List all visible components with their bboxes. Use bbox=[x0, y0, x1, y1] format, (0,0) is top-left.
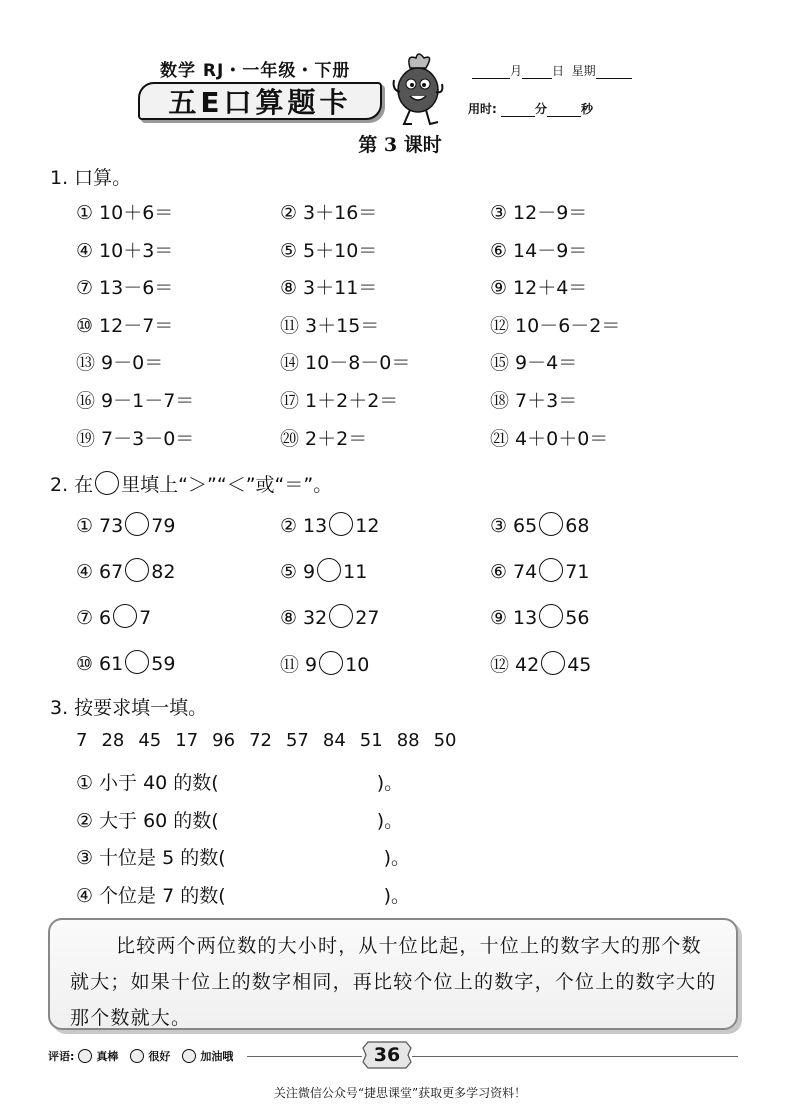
q3-item bbox=[76, 806, 403, 833]
expression: 4＋0＋0＝ bbox=[515, 427, 609, 450]
item-number: ④ bbox=[76, 239, 94, 262]
number-token: 17 bbox=[175, 730, 199, 751]
left-number: 73 bbox=[99, 515, 124, 537]
item-number: ③ bbox=[490, 202, 508, 224]
right-number: 59 bbox=[151, 653, 176, 675]
number-token: 84 bbox=[322, 730, 346, 751]
left-number: 67 bbox=[99, 561, 124, 583]
item-number: ⑱ bbox=[490, 390, 510, 412]
month-blank[interactable] bbox=[472, 78, 510, 79]
item-number: ⑲ bbox=[76, 427, 96, 450]
item-number: ⑪ bbox=[280, 654, 300, 676]
expression: 1＋2＋2＝ bbox=[305, 390, 399, 412]
item-number: ⑰ bbox=[280, 390, 300, 412]
item-number: ⑩ bbox=[76, 314, 94, 337]
right-number: 71 bbox=[565, 561, 590, 583]
day-label: 日 bbox=[552, 64, 565, 78]
expression: 3＋16＝ bbox=[303, 202, 378, 224]
q1-item bbox=[490, 198, 627, 225]
q1-item bbox=[76, 236, 213, 263]
number-token: 72 bbox=[249, 730, 272, 751]
q1-item bbox=[280, 348, 450, 375]
left-number: 42 bbox=[515, 654, 540, 676]
item-number: ⑥ bbox=[490, 239, 508, 262]
q2-item bbox=[490, 512, 589, 537]
item-number: ① bbox=[76, 772, 94, 794]
q2-item bbox=[490, 558, 589, 583]
expression: 9－1－7＝ bbox=[101, 390, 195, 412]
q1-item bbox=[490, 236, 627, 263]
right-number: 56 bbox=[565, 607, 590, 629]
q2-item bbox=[76, 558, 175, 583]
expression: 12－7＝ bbox=[99, 314, 174, 337]
expression: 10－8－0＝ bbox=[305, 352, 411, 375]
right-number: 27 bbox=[355, 607, 380, 629]
q1-item bbox=[490, 424, 648, 451]
item-number: ⑪ bbox=[280, 314, 300, 337]
q1-item bbox=[490, 348, 617, 375]
q1-item bbox=[490, 386, 617, 413]
page-number: 36 bbox=[373, 1044, 401, 1066]
q3-item bbox=[76, 843, 410, 870]
compare-circle[interactable] bbox=[319, 651, 343, 675]
q3-item bbox=[76, 881, 410, 908]
item-number: ⑤ bbox=[280, 239, 298, 262]
item-number: ⑧ bbox=[280, 607, 298, 629]
q2-item bbox=[490, 604, 589, 629]
expression: 3＋15＝ bbox=[305, 314, 380, 337]
day-blank[interactable] bbox=[522, 78, 552, 79]
item-number: ② bbox=[280, 515, 298, 537]
expression: 9－4＝ bbox=[515, 352, 578, 375]
q1-item bbox=[76, 348, 203, 375]
weekday-blank[interactable] bbox=[596, 78, 632, 79]
expression: 12－9＝ bbox=[513, 202, 588, 224]
right-number: 82 bbox=[151, 561, 176, 583]
compare-circle[interactable] bbox=[539, 558, 563, 582]
q1-item bbox=[280, 424, 407, 451]
q2-item bbox=[280, 558, 367, 583]
q2-item bbox=[280, 512, 379, 537]
eval-option-keep-going: 加油哦 bbox=[200, 1050, 234, 1063]
item-number: ⑮ bbox=[490, 352, 510, 375]
left-number: 13 bbox=[303, 515, 328, 537]
q1-item bbox=[76, 386, 234, 413]
radish-mascot-icon bbox=[388, 50, 448, 130]
q3-number-list bbox=[76, 730, 471, 751]
q1-item bbox=[280, 273, 417, 300]
subject-line: 数学 RJ・一年级・下册 bbox=[160, 61, 351, 81]
item-number: ⑯ bbox=[76, 390, 96, 412]
q1-item bbox=[76, 424, 234, 451]
q2-item bbox=[280, 650, 369, 677]
item-number: ③ bbox=[76, 847, 94, 869]
item-number: ② bbox=[76, 809, 94, 832]
compare-circle[interactable] bbox=[539, 604, 563, 628]
left-number: 74 bbox=[513, 561, 538, 583]
q1-item bbox=[280, 311, 419, 338]
paren-close: )。 bbox=[383, 884, 411, 907]
q2-title-post: 里填上“＞”“＜”或“＝”。 bbox=[121, 474, 333, 496]
q2-item bbox=[280, 604, 379, 629]
q1-item bbox=[76, 273, 213, 300]
left-number: 61 bbox=[99, 653, 124, 675]
q1-item bbox=[280, 386, 438, 413]
item-number: ④ bbox=[76, 561, 94, 583]
eval-option-great: 真棒 bbox=[96, 1050, 119, 1063]
q2-item bbox=[76, 512, 175, 537]
left-number: 65 bbox=[513, 515, 538, 537]
great-face-icon[interactable] bbox=[78, 1049, 92, 1063]
compare-circle[interactable] bbox=[125, 650, 149, 674]
expression: 10－6－2＝ bbox=[515, 314, 621, 337]
expression: 9－0＝ bbox=[101, 352, 164, 375]
expression: 12＋4＝ bbox=[513, 277, 588, 300]
q2-item bbox=[76, 650, 175, 675]
number-token: 7 bbox=[76, 730, 88, 751]
minute-blank[interactable] bbox=[501, 116, 535, 117]
time-fields bbox=[468, 100, 593, 117]
right-number: 11 bbox=[343, 561, 368, 583]
q2-title bbox=[50, 470, 332, 497]
item-number: ⑥ bbox=[490, 561, 508, 583]
paren-close: )。 bbox=[383, 847, 411, 869]
right-number: 10 bbox=[345, 654, 370, 676]
compare-circle[interactable] bbox=[317, 558, 341, 582]
expression: 10＋6＝ bbox=[99, 202, 174, 224]
expression: 5＋10＝ bbox=[303, 239, 378, 262]
number-token: 51 bbox=[359, 730, 383, 751]
q1-item bbox=[490, 273, 627, 300]
q3-item bbox=[76, 768, 403, 795]
number-token: 57 bbox=[285, 730, 309, 751]
second-blank[interactable] bbox=[547, 116, 581, 117]
expression: 3＋11＝ bbox=[303, 277, 378, 300]
expression: 7＋3＝ bbox=[515, 390, 578, 412]
q2-item bbox=[76, 604, 151, 629]
compare-circle[interactable] bbox=[539, 512, 563, 536]
item-number: ⑬ bbox=[76, 352, 96, 375]
condition-text: 个位是 7 的数( bbox=[99, 884, 226, 907]
circle-icon bbox=[95, 471, 119, 495]
item-number: ① bbox=[76, 202, 94, 224]
q3-title: 3. 按要求填一填。 bbox=[50, 697, 208, 719]
time-label: 用时: bbox=[468, 102, 497, 116]
expression: 14－9＝ bbox=[513, 239, 588, 262]
right-number: 68 bbox=[565, 515, 590, 537]
item-number: ⑦ bbox=[76, 277, 94, 300]
footer-note: 关注微信公众号“捷思课堂”获取更多学习资料！ bbox=[273, 1086, 527, 1100]
keep-going-face-icon[interactable] bbox=[182, 1049, 196, 1063]
item-number: ⑫ bbox=[490, 314, 510, 337]
q1-item bbox=[76, 311, 213, 338]
q2-title-pre: 2. 在 bbox=[50, 474, 94, 496]
right-number: 45 bbox=[567, 654, 592, 676]
expression: 13－6＝ bbox=[99, 277, 174, 300]
item-number: ② bbox=[280, 202, 298, 224]
compare-circle[interactable] bbox=[329, 604, 353, 628]
item-number: ㉑ bbox=[490, 427, 510, 450]
condition-text: 十位是 5 的数( bbox=[99, 847, 226, 869]
compare-circle[interactable] bbox=[113, 604, 137, 628]
item-number: ⑫ bbox=[490, 654, 510, 676]
compare-circle[interactable] bbox=[125, 512, 149, 536]
item-number: ⑦ bbox=[76, 607, 94, 629]
date-fields bbox=[472, 62, 632, 79]
expression: 2＋2＝ bbox=[305, 427, 368, 450]
q1-title: 1. 口算。 bbox=[50, 167, 132, 189]
compare-circle[interactable] bbox=[541, 651, 565, 675]
number-token: 96 bbox=[212, 730, 236, 751]
page-badge bbox=[362, 1040, 412, 1070]
item-number: ① bbox=[76, 515, 94, 537]
left-number: 6 bbox=[99, 607, 112, 629]
left-number: 32 bbox=[303, 607, 328, 629]
right-number: 7 bbox=[139, 607, 152, 629]
eval-option-good: 很好 bbox=[148, 1050, 171, 1063]
tip-box bbox=[48, 918, 738, 1030]
tip-text: 比较两个两位数的大小时，从十位比起，十位上的数字大的那个数就大；如果十位上的数字相同，再比较个位上的数字，个位上的数字大的那个数就大。 bbox=[70, 935, 717, 1029]
card-title: 五E口算题卡 bbox=[138, 82, 382, 120]
q1-item bbox=[76, 198, 213, 225]
number-token: 45 bbox=[138, 730, 162, 751]
q1-item bbox=[280, 236, 417, 263]
item-number: ⑳ bbox=[280, 427, 300, 450]
weekday-label: 星期 bbox=[571, 64, 596, 78]
condition-text: 小于 40 的数( bbox=[99, 772, 219, 794]
q1-item bbox=[280, 198, 417, 225]
month-label: 月 bbox=[510, 64, 523, 78]
compare-circle[interactable] bbox=[329, 512, 353, 536]
item-number: ⑤ bbox=[280, 561, 298, 583]
number-token: 50 bbox=[433, 730, 457, 751]
item-number: ⑧ bbox=[280, 277, 298, 300]
number-token: 28 bbox=[101, 730, 125, 751]
q2-item bbox=[490, 650, 591, 677]
left-number: 9 bbox=[303, 561, 316, 583]
lesson-title: 第 3 课时 bbox=[358, 134, 442, 156]
left-number: 9 bbox=[305, 654, 318, 676]
expression: 10＋3＝ bbox=[99, 239, 174, 262]
number-token: 88 bbox=[396, 730, 420, 751]
item-number: ⑭ bbox=[280, 352, 300, 375]
expression: 7－3－0＝ bbox=[101, 427, 195, 450]
compare-circle[interactable] bbox=[125, 558, 149, 582]
second-label: 秒 bbox=[581, 102, 594, 116]
item-number: ⑨ bbox=[490, 607, 508, 629]
item-number: ⑩ bbox=[76, 653, 94, 675]
evaluation-row bbox=[48, 1048, 247, 1064]
good-face-icon[interactable] bbox=[130, 1049, 144, 1063]
q1-item bbox=[490, 311, 660, 338]
paren-close: )。 bbox=[376, 772, 404, 794]
condition-text: 大于 60 的数( bbox=[99, 809, 219, 832]
right-number: 12 bbox=[355, 515, 380, 537]
item-number: ④ bbox=[76, 884, 94, 907]
paren-close: )。 bbox=[376, 809, 404, 832]
item-number: ③ bbox=[490, 515, 508, 537]
minute-label: 分 bbox=[535, 102, 548, 116]
item-number: ⑨ bbox=[490, 277, 508, 300]
right-number: 79 bbox=[151, 515, 176, 537]
left-number: 13 bbox=[513, 607, 538, 629]
eval-label: 评语: bbox=[48, 1050, 75, 1063]
